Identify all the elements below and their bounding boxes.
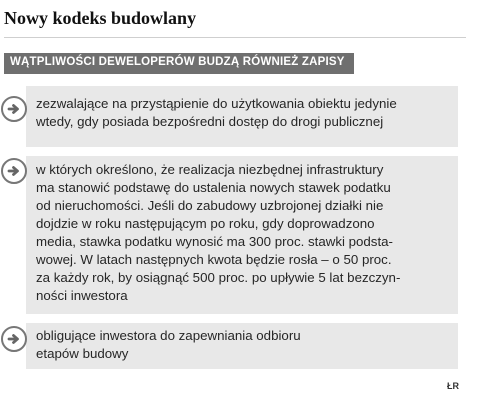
list-item-text: obligujące inwestora do zapewniania odbioru etapów budowy — [36, 328, 301, 361]
source-credit: ŁR — [447, 381, 459, 391]
list-item — [26, 156, 458, 314]
list-item — [26, 86, 458, 147]
title-divider — [4, 37, 466, 38]
list-item — [26, 323, 458, 369]
subtitle-banner — [4, 53, 354, 74]
subtitle-text: WĄTPLIWOŚCI DEWELOPERÓW BUDZĄ RÓWNIEŻ ZAPISY — [10, 56, 345, 68]
list-item-text: zezwalające na przystąpienie do użytkowania obiektu jedynie wtedy, gdy posiada bezpośredni dostęp do drogi publicznej — [36, 96, 397, 129]
arrow-right-circle-icon — [1, 96, 27, 122]
list-item-text: w których określono, że realizacja niezbędnej infrastruktury ma stanowić podstawę do ustalenia nowych stawek podatku od nieruchomości. Jeśli do zabudowy uzbrojonej działki nie dojdzie w roku następującym po roku, gdy doprowadzono media, stawka podatku wynosić ma 300 proc. stawki podsta- wowej. W latach następnych kwota będzie rosła – o 50 proc. za każdy rok, by osiągnąć 500 proc. po upływie 5 lat bezczyn- ności inwestora — [36, 162, 401, 303]
page-title: Nowy kodeks budowlany — [4, 8, 197, 28]
arrow-right-circle-icon — [1, 326, 27, 352]
arrow-right-circle-icon — [1, 158, 27, 184]
